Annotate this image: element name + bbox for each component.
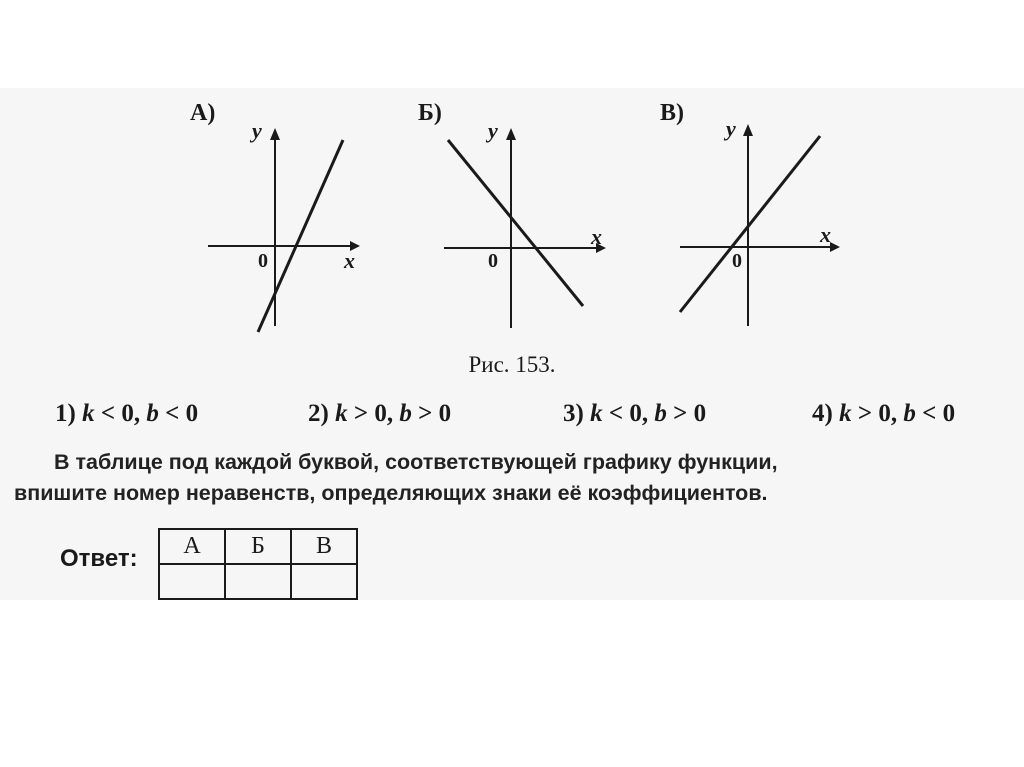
answer-table xyxy=(158,528,358,600)
instruction-line-1: В таблице под каждой буквой, соответствующей графику функции, xyxy=(54,450,778,474)
answer-cell-a[interactable] xyxy=(159,564,225,599)
answer-cell-v[interactable] xyxy=(291,564,357,599)
origin-label: 0 xyxy=(488,250,498,272)
function-line xyxy=(448,140,583,306)
function-line xyxy=(258,140,343,332)
graph-b-plot xyxy=(418,100,638,340)
option-1: 1) k < 0, b < 0 xyxy=(55,400,199,427)
inequality-options xyxy=(0,400,1024,440)
graph-b xyxy=(418,100,638,340)
y-axis-label: y xyxy=(252,118,262,143)
option-2: 2) k > 0, b > 0 xyxy=(308,400,452,427)
graph-v-plot xyxy=(660,100,880,340)
graph-b-label: Б) xyxy=(418,100,442,126)
instruction-text xyxy=(14,447,1019,509)
graph-v xyxy=(660,100,880,340)
answer-header-b: Б xyxy=(225,529,291,564)
y-axis-arrow xyxy=(270,128,280,140)
instruction-line-2: впишите номер неравенств, определяющих знаки её коэффициентов. xyxy=(14,481,768,505)
answer-value-row xyxy=(159,564,357,599)
option-3: 3) k < 0, b > 0 xyxy=(563,400,707,427)
y-axis-label: y xyxy=(726,116,736,141)
option-4: 4) k > 0, b < 0 xyxy=(812,400,956,427)
graph-a-label: A) xyxy=(190,100,216,126)
figure-caption: Рис. 153. xyxy=(468,352,556,377)
graph-v-label: В) xyxy=(660,100,684,126)
answer-cell-b[interactable] xyxy=(225,564,291,599)
graph-a xyxy=(190,100,410,340)
answer-header-row xyxy=(159,529,357,564)
origin-label: 0 xyxy=(732,250,742,272)
function-line xyxy=(680,136,820,312)
y-axis-arrow xyxy=(743,124,753,136)
x-axis-arrow xyxy=(830,242,840,252)
answer-label: Ответ: xyxy=(60,545,138,572)
y-axis-arrow xyxy=(506,128,516,140)
graph-a-plot xyxy=(190,100,410,340)
answer-header-a: А xyxy=(159,529,225,564)
x-axis-label: x xyxy=(344,248,355,273)
x-axis-label: x xyxy=(820,222,831,247)
y-axis-label: y xyxy=(488,118,498,143)
x-axis-label: x xyxy=(591,224,602,249)
answer-header-v: В xyxy=(291,529,357,564)
origin-label: 0 xyxy=(258,250,268,272)
